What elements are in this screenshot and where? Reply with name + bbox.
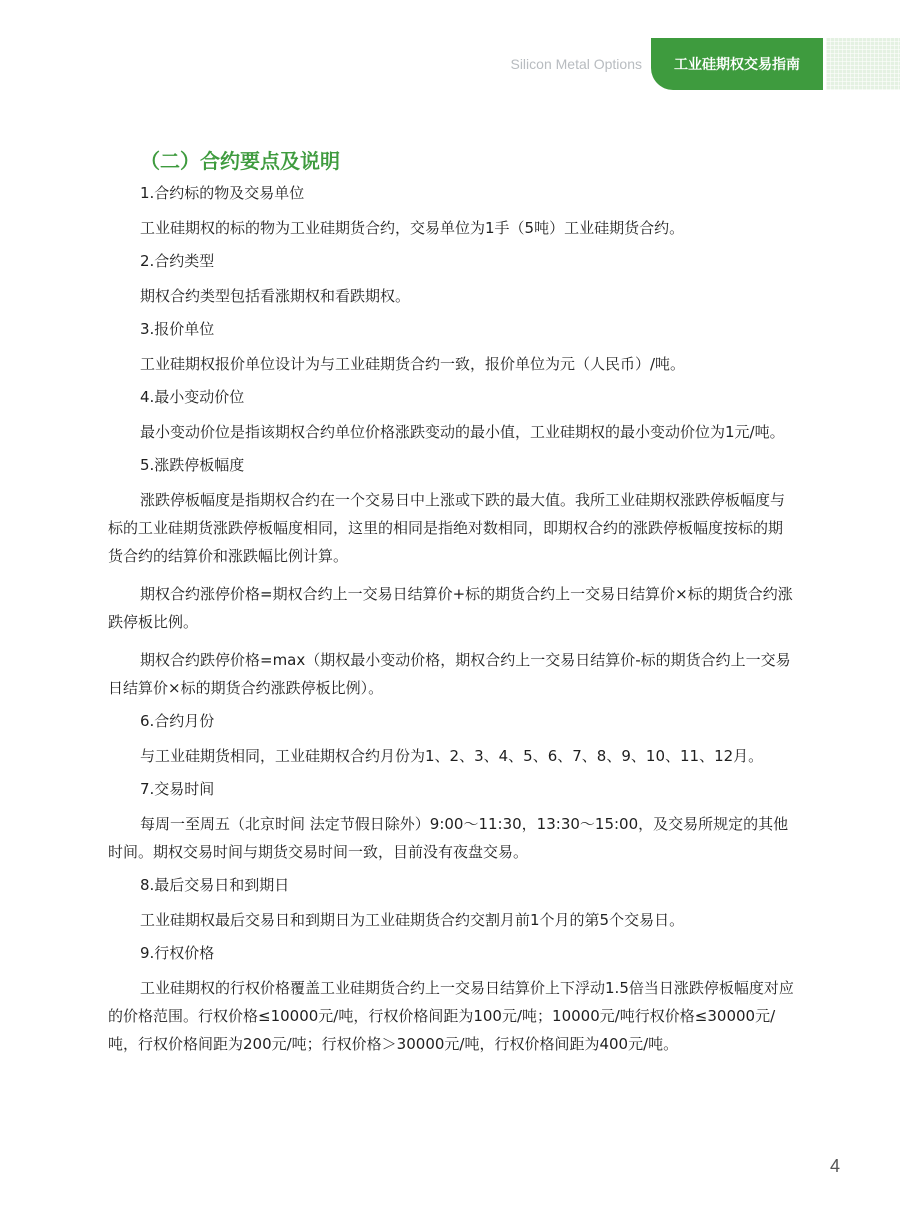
item-heading: 5.涨跌停板幅度 xyxy=(140,456,245,474)
item-paragraph: 工业硅期权报价单位设计为与工业硅期货合约一致，报价单位为元（人民币）/吨。 xyxy=(140,355,686,373)
item-heading: 8.最后交易日和到期日 xyxy=(140,876,290,894)
item-paragraph: 与工业硅期货相同，工业硅期权合约月份为1、2、3、4、5、6、7、8、9、10、11、12月。 xyxy=(140,747,764,765)
item-heading: 9.行权价格 xyxy=(140,944,215,962)
header-decoration xyxy=(826,38,900,90)
item-paragraph: 期权合约类型包括看涨期权和看跌期权。 xyxy=(140,287,411,305)
item-heading: 2.合约类型 xyxy=(140,252,215,270)
item-paragraph: 工业硅期权的行权价格覆盖工业硅期货合约上一交易日结算价上下浮动1.5倍当日涨跌停板幅度对应的价格范围。行权价格≤10000元/吨，行权价格间距为100元/吨；10000元/吨行权价格≤30000元/吨，行权价格间距为200元/吨；行权价格＞30000元/吨，行权价格间距为400元/吨。 xyxy=(108,979,794,1053)
item-heading: 6.合约月份 xyxy=(140,712,215,730)
page-number: 4 xyxy=(829,1156,840,1176)
item-paragraph: 工业硅期权最后交易日和到期日为工业硅期货合约交割月前1个月的第5个交易日。 xyxy=(140,911,685,929)
header-tab-title: 工业硅期权交易指南 xyxy=(674,57,800,73)
item-heading: 7.交易时间 xyxy=(140,780,215,798)
section-title: （二）合约要点及说明 xyxy=(140,149,340,173)
item-paragraph: 期权合约跌停价格=max（期权最小变动价格，期权合约上一交易日结算价-标的期货合约上一交易日结算价×标的期货合约涨跌停板比例）。 xyxy=(108,651,791,697)
document-body xyxy=(108,148,796,1058)
item-heading: 1.合约标的物及交易单位 xyxy=(140,184,305,202)
item-heading: 4.最小变动价位 xyxy=(140,388,245,406)
item-paragraph: 涨跌停板幅度是指期权合约在一个交易日中上涨或下跌的最大值。我所工业硅期权涨跌停板幅度与标的工业硅期货涨跌停板幅度相同，这里的相同是指绝对数相同，即期权合约的涨跌停板幅度按标的期货合约的结算价和涨跌幅比例计算。 xyxy=(108,491,786,565)
page-header xyxy=(0,38,900,92)
header-tab xyxy=(651,38,823,90)
header-english-title: Silicon Metal Options xyxy=(510,56,642,72)
item-paragraph: 最小变动价位是指该期权合约单位价格涨跌变动的最小值，工业硅期权的最小变动价位为1元/吨。 xyxy=(140,423,785,441)
item-heading: 3.报价单位 xyxy=(140,320,215,338)
item-paragraph: 期权合约涨停价格=期权合约上一交易日结算价+标的期货合约上一交易日结算价×标的期货合约涨跌停板比例。 xyxy=(108,585,793,631)
item-paragraph: 每周一至周五（北京时间 法定节假日除外）9:00～11:30，13:30～15:00，及交易所规定的其他时间。期权交易时间与期货交易时间一致，目前没有夜盘交易。 xyxy=(108,815,789,861)
item-paragraph: 工业硅期权的标的物为工业硅期货合约，交易单位为1手（5吨）工业硅期货合约。 xyxy=(140,219,685,237)
